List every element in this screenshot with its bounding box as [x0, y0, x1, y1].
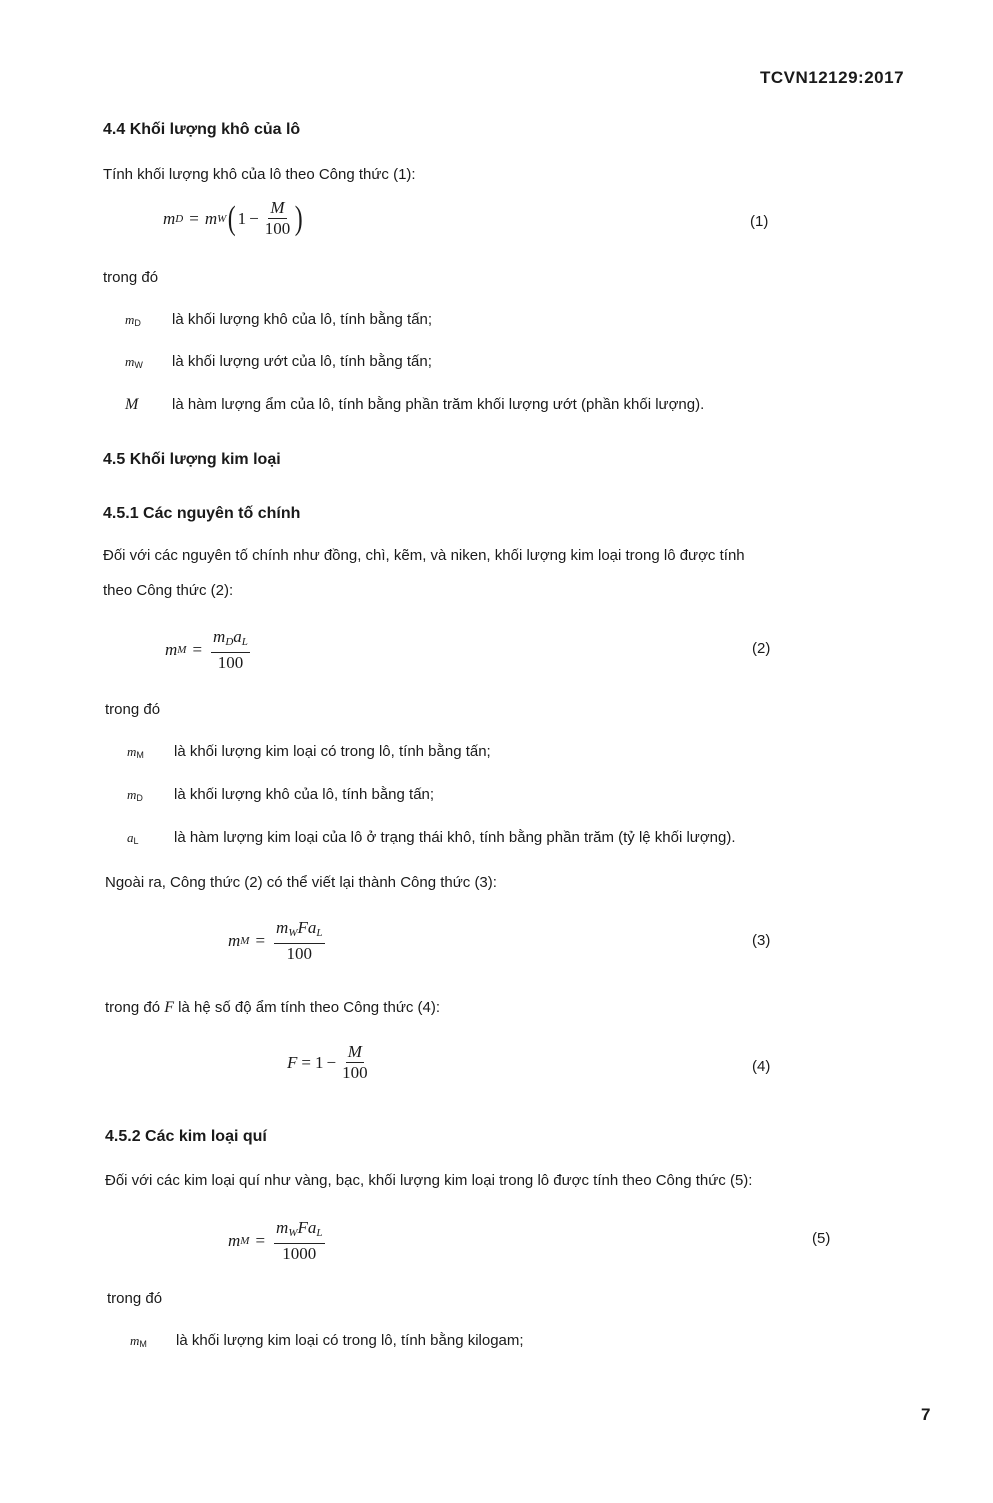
def-symbol-mW: [125, 354, 172, 370]
def-sym-letter: M: [125, 396, 139, 413]
eq3-equals: =: [255, 931, 266, 950]
eq2-denominator: 100: [217, 653, 244, 672]
def-sym-sub: M: [139, 1339, 147, 1349]
eq4-equals: =: [301, 1052, 311, 1072]
equation-3-number: (3): [752, 932, 771, 949]
eq3-lhs: m: [228, 931, 241, 950]
section-4-4-intro: Tính khối lượng khô của lô theo Công thức (1):: [103, 166, 416, 183]
eq2-equals: =: [192, 640, 203, 659]
section-4-5-1-heading: 4.5.1 Các nguyên tố chính: [103, 505, 301, 522]
definition-row-mD: [125, 310, 432, 330]
eq2-num-a-sub: D: [225, 636, 234, 648]
eq4-minus: −: [326, 1052, 337, 1072]
eq3-num-a-sub: W: [288, 927, 298, 939]
eq5-denominator: 1000: [282, 1244, 317, 1263]
eq3-num-b-sub: L: [316, 927, 323, 939]
def-sym-sub: L: [133, 836, 139, 846]
equation-4: [287, 1042, 371, 1083]
def-sym-sub: M: [136, 750, 144, 760]
eq3-num-a: m: [276, 918, 289, 937]
eq4-denominator: 100: [342, 1063, 368, 1082]
def-text-M: là hàm lượng ẩm của lô, tính bằng phần trăm khối lượng ướt (phần khối lượng).: [172, 396, 705, 413]
def-sym-sub: D: [134, 318, 141, 328]
def-text-mD: là khối lượng khô của lô, tính bằng tấn;: [172, 311, 433, 328]
def-sym-letter: m: [127, 787, 137, 802]
eq3-fraction: [274, 918, 324, 964]
standard-number: TCVN12129:2017: [760, 68, 905, 87]
def-symbol-mD: [125, 312, 172, 328]
where-label-2: trong đó: [105, 701, 161, 718]
def-sym-letter: m: [125, 354, 135, 369]
definition-row-mM-kg: [130, 1331, 524, 1351]
eq5-lhs: m: [228, 1231, 241, 1250]
eq3-denominator: 100: [286, 944, 313, 963]
def-text-mM-kg: là khối lượng kim loại có trong lô, tính bằng kilogam;: [176, 1332, 524, 1349]
def-sym-letter: m: [127, 744, 137, 759]
eq2-num-b: a: [233, 627, 242, 646]
section-4-5-1-intro-line2: theo Công thức (2):: [103, 582, 234, 599]
eq1-lhs-sub: D: [175, 212, 184, 225]
eq2-num-a: m: [213, 627, 226, 646]
section-4-4-heading: 4.4 Khối lượng khô của lô: [103, 121, 301, 138]
f-sentence-post: là hệ số độ ẩm tính theo Công thức (4):: [174, 999, 441, 1016]
def-symbol-mD-2: [127, 787, 174, 803]
f-sentence-pre: trong đó: [105, 999, 165, 1016]
eq2-fraction: [211, 627, 250, 673]
rewrite-sentence: Ngoài ra, Công thức (2) có thể viết lại thành Công thức (3):: [105, 874, 497, 891]
eq5-num-a: m: [276, 1218, 289, 1237]
eq1-right-paren: ): [294, 199, 303, 237]
eq1-equals: =: [189, 208, 199, 228]
eq4-numerator: M: [347, 1042, 362, 1061]
eq5-lhs-sub: M: [240, 1235, 250, 1247]
section-4-5-2-heading: 4.5.2 Các kim loại quí: [105, 1128, 267, 1145]
eq2-num-b-sub: L: [241, 636, 248, 648]
eq4-one: 1: [314, 1052, 324, 1072]
def-symbol-mM-kg: [130, 1333, 176, 1349]
equation-1: [163, 198, 305, 239]
eq1-denominator: 100: [264, 219, 291, 238]
definition-row-M: [125, 395, 704, 415]
eq1-fraction: [265, 198, 291, 239]
def-sym-letter: m: [130, 1333, 140, 1348]
eq1-numerator: M: [270, 198, 285, 217]
eq5-num-b-sub: L: [316, 1227, 323, 1239]
eq2-numerator: [211, 627, 250, 653]
where-label-1: trong đó: [103, 269, 159, 286]
eq3-numerator: [274, 918, 324, 944]
section-4-5-2-intro: Đối với các kim loại quí như vàng, bạc, khối lượng kim loại trong lô được tính theo Công thức (5):: [105, 1172, 753, 1189]
def-symbol-M: [125, 396, 172, 414]
eq5-equals: =: [255, 1231, 266, 1250]
definition-row-mW: [125, 352, 432, 372]
moisture-factor-sentence: [105, 998, 440, 1018]
eq5-fraction: [274, 1218, 324, 1264]
section-4-5-1-intro-line1: Đối với các nguyên tố chính như đồng, chì, kẽm, và niken, khối lượng kim loại trong lô được tính: [103, 547, 745, 564]
eq1-mw: m: [204, 208, 218, 228]
def-text-mW: là khối lượng ướt của lô, tính bằng tấn;: [172, 353, 432, 370]
eq2-lhs-sub: M: [177, 644, 187, 656]
eq1-left-paren: (: [227, 199, 236, 237]
equation-2-number: (2): [752, 640, 771, 657]
eq4-fraction: [342, 1042, 368, 1083]
eq5-numerator: [274, 1218, 324, 1244]
eq5-num-b: Fa: [297, 1218, 317, 1237]
equation-4-number: (4): [752, 1058, 771, 1075]
def-sym-sub: D: [136, 793, 143, 803]
def-symbol-aL: [127, 830, 174, 846]
definition-row-aL: [127, 828, 736, 848]
def-sym-letter: a: [127, 830, 134, 845]
def-text-aL: là hàm lượng kim loại của lô ở trạng thái khô, tính bằng phần trăm (tỷ lệ khối lượng).: [174, 829, 736, 846]
def-sym-letter: m: [125, 312, 135, 327]
definition-row-mD-2: [127, 785, 434, 805]
def-symbol-mM: [127, 744, 174, 760]
equation-3: [228, 918, 328, 964]
equation-2: [165, 627, 253, 673]
eq1-one: 1: [237, 208, 247, 228]
eq2-lhs: m: [165, 640, 178, 659]
equation-1-number: (1): [750, 213, 769, 230]
def-text-mD-2: là khối lượng khô của lô, tính bằng tấn;: [174, 786, 435, 803]
definition-row-mM: [127, 742, 491, 762]
eq1-mw-sub: W: [217, 212, 227, 225]
f-symbol: F: [164, 999, 174, 1016]
eq3-lhs-sub: M: [240, 935, 250, 947]
equation-5: [228, 1218, 328, 1264]
where-label-3: trong đó: [107, 1290, 163, 1307]
eq3-num-b: Fa: [297, 918, 317, 937]
eq5-num-a-sub: W: [288, 1227, 298, 1239]
def-sym-sub: W: [134, 360, 143, 370]
page-number: 7: [921, 1405, 931, 1424]
def-text-mM: là khối lượng kim loại có trong lô, tính bằng tấn;: [174, 743, 491, 760]
section-4-5-heading: 4.5 Khối lượng kim loại: [103, 451, 281, 468]
eq4-lhs: F: [287, 1052, 298, 1072]
eq1-lhs: m: [163, 208, 176, 228]
eq1-minus: −: [249, 208, 259, 228]
equation-5-number: (5): [812, 1230, 831, 1247]
